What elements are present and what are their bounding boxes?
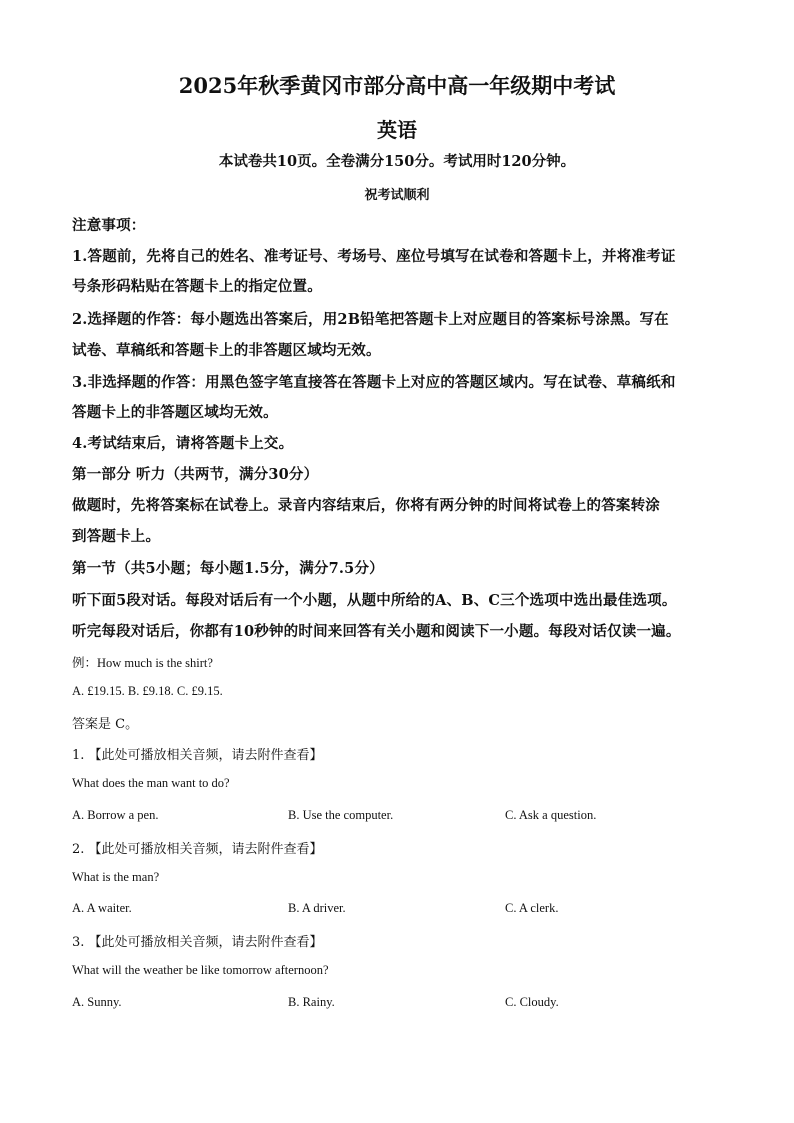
exam-info: 本试卷共10页。全卷满分150分。考试用时120分钟。 [218, 153, 576, 170]
example-answer: 答案是 C。 [72, 717, 139, 732]
example-question: 例：How much is the shirt? [72, 656, 213, 670]
question-3-audio [72, 931, 732, 950]
part1-heading: 第一部分 听力（共两节，满分30分） [72, 466, 319, 483]
question-3-option-c: C. Cloudy. [505, 995, 559, 1009]
question-1-audio [72, 744, 732, 763]
note-1-line-1: 1.答题前，先将自己的姓名、准考证号、考场号、座位号填写在试卷和答题卡上，并将准考证 [72, 248, 676, 265]
exam-wish: 祝考试顺利 [364, 188, 430, 203]
example-options: A. £19.15. B. £9.18. C. £9.15. [72, 684, 223, 698]
question-number: 1. [72, 748, 85, 763]
notes-heading: 注意事项： [72, 217, 146, 234]
note-3-line-1: 3.非选择题的作答：用黑色签字笔直接答在答题卡上对应的答题区域内。写在试卷、草稿纸和 [72, 374, 676, 391]
subject-title: 英语 [377, 118, 417, 142]
question-1-option-a: A. Borrow a pen. [72, 808, 159, 822]
question-1-option-c: C. Ask a question. [505, 808, 597, 822]
question-2-text: What is the man? [72, 870, 160, 884]
section1-heading: 第一节（共5小题；每小题1.5分，满分7.5分） [72, 560, 384, 577]
question-3-text: What will the weather be like tomorrow afternoon? [72, 963, 329, 977]
question-2-option-c: C. A clerk. [505, 901, 559, 915]
exam-title: 2025年秋季黄冈市部分高中高一年级期中考试 [178, 73, 616, 98]
audio-placeholder: 【此处可播放相关音频，请去附件查看】 [88, 842, 323, 857]
note-2-line-2: 试卷、草稿纸和答题卡上的非答题区域均无效。 [72, 342, 381, 359]
note-2-line-1: 2.选择题的作答：每小题选出答案后，用2B铅笔把答题卡上对应题目的答案标号涂黑。写在 [72, 311, 669, 328]
note-4: 4.考试结束后，请将答题卡上交。 [72, 435, 294, 452]
question-1-text: What does the man want to do? [72, 776, 230, 790]
note-1-line-2: 号条形码粘贴在答题卡上的指定位置。 [72, 278, 322, 295]
question-number: 3. [72, 935, 85, 950]
question-2-audio [72, 838, 732, 857]
question-2-option-a: A. A waiter. [72, 901, 132, 915]
question-3-option-a: A. Sunny. [72, 995, 122, 1009]
note-3-line-2: 答题卡上的非答题区域均无效。 [72, 404, 278, 421]
section1-instruction-line-2: 听完每段对话后，你都有10秒钟的时间来回答有关小题和阅读下一小题。每段对话仅读一遍。 [72, 623, 681, 640]
section1-instruction-line-1: 听下面5段对话。每段对话后有一个小题，从题中所给的A、B、C三个选项中选出最佳选项。 [72, 592, 677, 609]
audio-placeholder: 【此处可播放相关音频，请去附件查看】 [88, 935, 323, 950]
part1-intro-line-1: 做题时，先将答案标在试卷上。录音内容结束后，你将有两分钟的时间将试卷上的答案转涂 [72, 497, 660, 514]
question-2-option-b: B. A driver. [288, 901, 346, 915]
question-number: 2. [72, 842, 85, 857]
question-1-option-b: B. Use the computer. [288, 808, 394, 822]
part1-intro-line-2: 到答题卡上。 [72, 528, 161, 545]
audio-placeholder: 【此处可播放相关音频，请去附件查看】 [88, 748, 323, 763]
question-3-option-b: B. Rainy. [288, 995, 335, 1009]
